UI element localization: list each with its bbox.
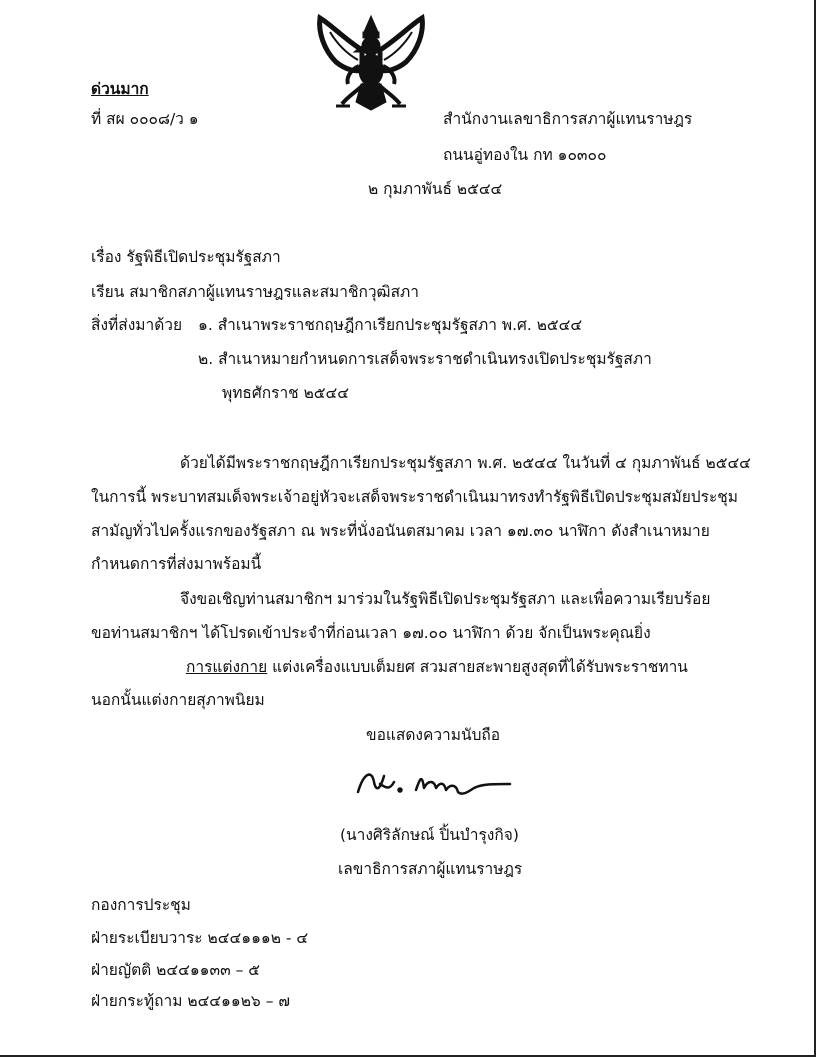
- enclosure-label: สิ่งที่ส่งมาด้วย: [91, 316, 183, 334]
- document-date: ๒ กุมภาพันธ์ ๒๕๔๔: [368, 180, 503, 198]
- reference-number: ที่ สผ ๐๐๐๘/ว ๑: [91, 110, 199, 128]
- dress-code-line: [186, 660, 688, 676]
- dress-code-text: แต่งเครื่องแบบเต็มยศ สวมสายสะพายสูงสุดที่ได้รับพระราชทาน: [272, 658, 688, 676]
- signer-name: (นางศิริลักษณ์ ปิ้นบำรุงกิจ): [340, 826, 519, 844]
- closing-line: ขอแสดงความนับถือ: [366, 726, 501, 744]
- enclosure-item: ๑. สำเนาพระราชกฤษฎีกาเรียกประชุมรัฐสภา พ.ศ. ๒๕๔๔: [198, 316, 583, 334]
- footer-contact: ฝ่ายกระทู้ถาม ๒๔๔๑๑๒๖ – ๗: [91, 992, 291, 1010]
- enclosure-item: ๒. สำเนาหมายกำหนดการเสด็จพระราชดำเนินทรงเปิดประชุมรัฐสภา: [198, 350, 652, 368]
- office-name: สำนักงานเลขาธิการสภาผู้แทนราษฎร: [443, 110, 693, 128]
- footer-contact: ฝ่ายระเบียบวาระ ๒๔๔๑๑๑๒ - ๔: [91, 929, 309, 947]
- footer-contact: ฝ่ายญัตติ ๒๔๔๑๑๓๓ – ๕: [91, 961, 261, 979]
- body-paragraph-line: ในการนี้ พระบาทสมเด็จพระเจ้าอยู่หัวจะเสด็จพระราชดำเนินมาทรงทำรัฐพิธีเปิดประชุมสมัยประชุม: [91, 488, 739, 506]
- enclosure-item-continued: พุทธศักราช ๒๕๔๔: [222, 384, 350, 402]
- body-paragraph-line: สามัญทั่วไปครั้งแรกของรัฐสภา ณ พระที่นั่งอนันตสมาคม เวลา ๑๗.๓๐ นาฬิกา ดังสำเนาหมาย: [91, 522, 710, 540]
- dress-code-label: การแต่งกาย: [186, 658, 268, 676]
- urgency-label: ด่วนมาก: [91, 80, 149, 98]
- body-paragraph-line: ด้วยได้มีพระราชกฤษฎีกาเรียกประชุมรัฐสภา พ.ศ. ๒๕๔๔ ในวันที่ ๔ กุมภาพันธ์ ๒๕๔๔: [180, 454, 751, 472]
- garuda-emblem-icon: [306, 10, 436, 118]
- signature-icon: [350, 762, 520, 802]
- dress-code-line2: นอกนั้นแต่งกายสุภาพนิยม: [91, 691, 265, 709]
- footer-department: กองการประชุม: [91, 896, 191, 914]
- recipient-line: เรียน สมาชิกสภาผู้แทนราษฎรและสมาชิกวุฒิสภา: [91, 283, 419, 301]
- signer-title: เลขาธิการสภาผู้แทนราษฎร: [338, 860, 523, 878]
- body-paragraph-line: จึงขอเชิญท่านสมาชิกฯ มาร่วมในรัฐพิธีเปิดประชุมรัฐสภา และเพื่อความเรียบร้อย: [180, 590, 711, 608]
- body-paragraph-line: ขอท่านสมาชิกฯ ได้โปรดเข้าประจำที่ก่อนเวลา ๑๗.๐๐ นาฬิกา ด้วย จักเป็นพระคุณยิ่ง: [91, 624, 651, 642]
- subject-line: เรื่อง รัฐพิธีเปิดประชุมรัฐสภา: [91, 248, 281, 266]
- office-address: ถนนอู่ทองใน กท ๑๐๓๐๐: [443, 146, 607, 164]
- body-paragraph-line: กำหนดการที่ส่งมาพร้อมนี้: [91, 555, 262, 573]
